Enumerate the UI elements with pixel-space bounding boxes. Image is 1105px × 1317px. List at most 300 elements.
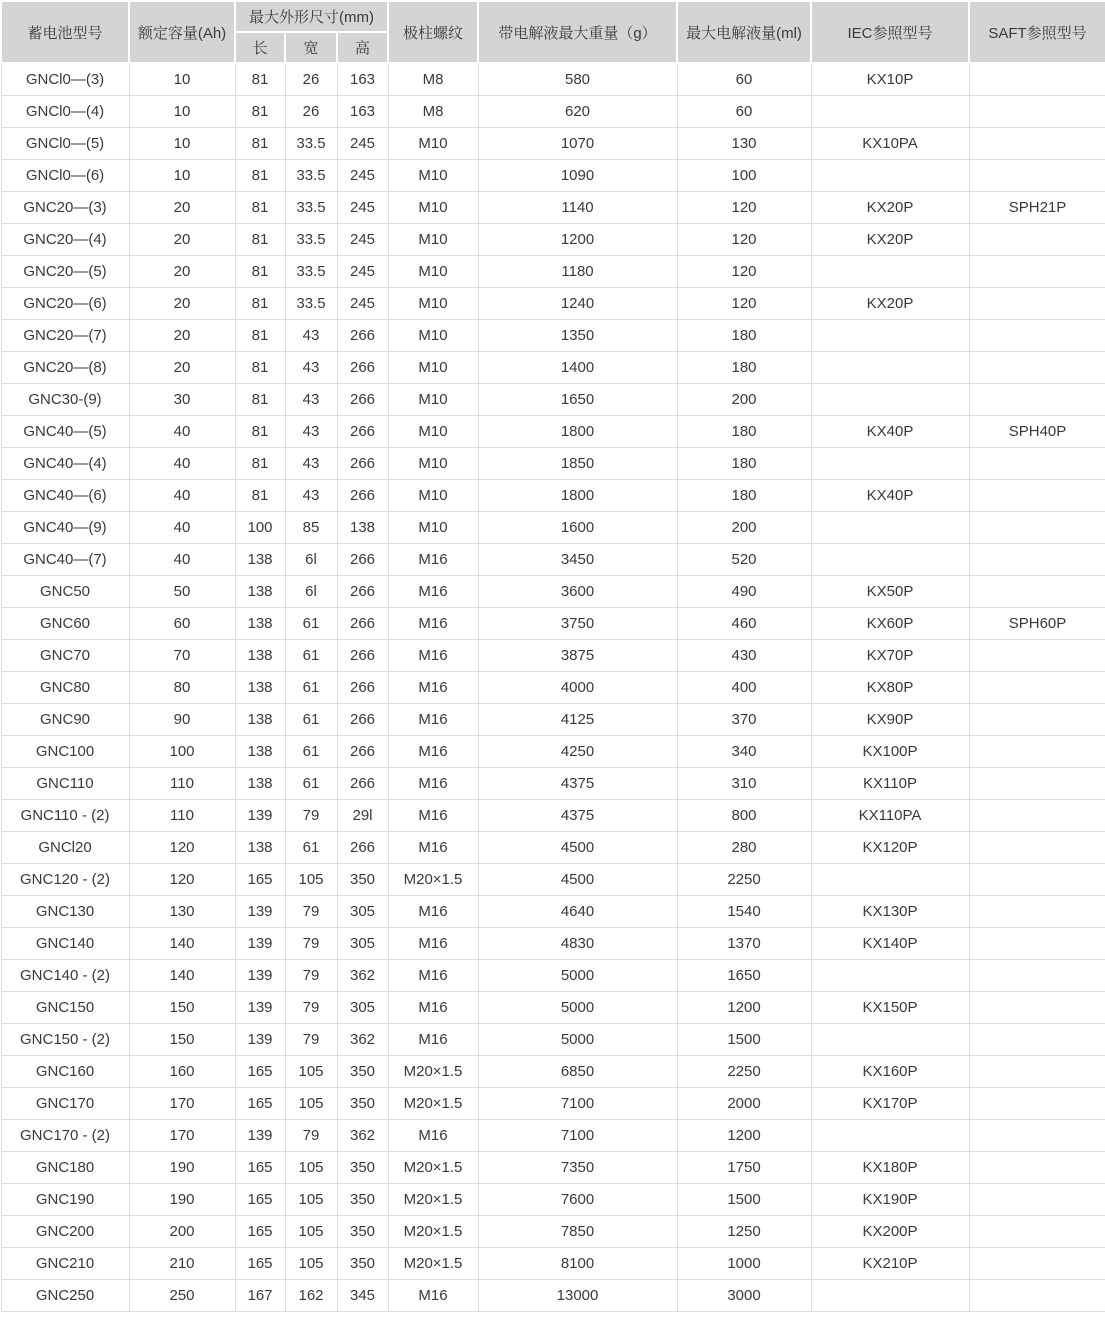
cell-thread: M10 xyxy=(388,448,478,480)
cell-length: 81 xyxy=(235,224,285,256)
cell-iec: KX210P xyxy=(811,1248,969,1280)
cell-length: 138 xyxy=(235,768,285,800)
cell-iec xyxy=(811,1280,969,1312)
cell-width: 33.5 xyxy=(285,224,337,256)
cell-height: 350 xyxy=(337,1056,388,1088)
cell-saft xyxy=(969,640,1105,672)
cell-model: GNC140 xyxy=(1,928,129,960)
cell-capacity: 50 xyxy=(129,576,235,608)
table-row xyxy=(1,736,1105,768)
cell-length: 165 xyxy=(235,1248,285,1280)
cell-model: GNC160 xyxy=(1,1056,129,1088)
cell-model: GNC150 xyxy=(1,992,129,1024)
cell-width: 85 xyxy=(285,512,337,544)
cell-iec xyxy=(811,448,969,480)
cell-model: GNCl0—(3) xyxy=(1,63,129,96)
cell-thread: M8 xyxy=(388,63,478,96)
cell-model: GNC80 xyxy=(1,672,129,704)
cell-thread: M20×1.5 xyxy=(388,1184,478,1216)
cell-height: 266 xyxy=(337,704,388,736)
cell-height: 266 xyxy=(337,832,388,864)
cell-capacity: 150 xyxy=(129,992,235,1024)
cell-weight: 5000 xyxy=(478,960,677,992)
cell-thread: M16 xyxy=(388,736,478,768)
cell-thread: M10 xyxy=(388,192,478,224)
cell-capacity: 10 xyxy=(129,96,235,128)
cell-thread: M16 xyxy=(388,672,478,704)
cell-iec: KX50P xyxy=(811,576,969,608)
cell-saft xyxy=(969,128,1105,160)
cell-height: 266 xyxy=(337,608,388,640)
cell-capacity: 40 xyxy=(129,480,235,512)
table-row xyxy=(1,608,1105,640)
cell-length: 165 xyxy=(235,1184,285,1216)
table-row xyxy=(1,224,1105,256)
cell-weight: 7100 xyxy=(478,1120,677,1152)
cell-thread: M16 xyxy=(388,832,478,864)
table-row xyxy=(1,1216,1105,1248)
cell-iec xyxy=(811,1024,969,1056)
cell-capacity: 20 xyxy=(129,352,235,384)
cell-iec: KX70P xyxy=(811,640,969,672)
cell-electrolyte: 310 xyxy=(677,768,811,800)
table-row xyxy=(1,1280,1105,1312)
cell-weight: 1400 xyxy=(478,352,677,384)
cell-thread: M10 xyxy=(388,256,478,288)
cell-capacity: 40 xyxy=(129,544,235,576)
cell-length: 81 xyxy=(235,192,285,224)
cell-iec: KX10PA xyxy=(811,128,969,160)
cell-width: 61 xyxy=(285,736,337,768)
cell-saft xyxy=(969,1056,1105,1088)
cell-length: 138 xyxy=(235,736,285,768)
cell-width: 43 xyxy=(285,320,337,352)
cell-weight: 1240 xyxy=(478,288,677,320)
cell-iec: KX40P xyxy=(811,480,969,512)
cell-length: 139 xyxy=(235,800,285,832)
cell-height: 245 xyxy=(337,128,388,160)
table-row xyxy=(1,480,1105,512)
cell-model: GNC20—(8) xyxy=(1,352,129,384)
cell-electrolyte: 130 xyxy=(677,128,811,160)
cell-capacity: 70 xyxy=(129,640,235,672)
cell-model: GNC20—(4) xyxy=(1,224,129,256)
cell-electrolyte: 3000 xyxy=(677,1280,811,1312)
table-row xyxy=(1,352,1105,384)
cell-saft xyxy=(969,224,1105,256)
cell-height: 350 xyxy=(337,1152,388,1184)
cell-thread: M10 xyxy=(388,128,478,160)
cell-weight: 620 xyxy=(478,96,677,128)
table-row xyxy=(1,256,1105,288)
cell-length: 138 xyxy=(235,640,285,672)
cell-capacity: 140 xyxy=(129,960,235,992)
cell-model: GNCl0—(6) xyxy=(1,160,129,192)
cell-width: 105 xyxy=(285,1216,337,1248)
cell-weight: 1090 xyxy=(478,160,677,192)
cell-weight: 4000 xyxy=(478,672,677,704)
cell-electrolyte: 340 xyxy=(677,736,811,768)
cell-length: 81 xyxy=(235,384,285,416)
cell-iec xyxy=(811,512,969,544)
table-row xyxy=(1,1184,1105,1216)
cell-width: 61 xyxy=(285,640,337,672)
cell-length: 139 xyxy=(235,928,285,960)
table-row xyxy=(1,832,1105,864)
cell-thread: M16 xyxy=(388,928,478,960)
cell-thread: M10 xyxy=(388,384,478,416)
cell-thread: M20×1.5 xyxy=(388,1248,478,1280)
cell-height: 163 xyxy=(337,63,388,96)
cell-weight: 580 xyxy=(478,63,677,96)
cell-saft xyxy=(969,1120,1105,1152)
cell-saft xyxy=(969,992,1105,1024)
cell-electrolyte: 1540 xyxy=(677,896,811,928)
col-header-weight: 带电解液最大重量（g） xyxy=(478,1,677,63)
cell-saft xyxy=(969,288,1105,320)
cell-iec xyxy=(811,960,969,992)
col-header-saft: SAFT参照型号 xyxy=(969,1,1105,63)
cell-capacity: 190 xyxy=(129,1184,235,1216)
cell-electrolyte: 1500 xyxy=(677,1024,811,1056)
col-header-model: 蓄电池型号 xyxy=(1,1,129,63)
cell-capacity: 10 xyxy=(129,63,235,96)
cell-height: 362 xyxy=(337,960,388,992)
table-row xyxy=(1,384,1105,416)
cell-saft xyxy=(969,768,1105,800)
cell-electrolyte: 520 xyxy=(677,544,811,576)
table-row xyxy=(1,704,1105,736)
cell-electrolyte: 60 xyxy=(677,63,811,96)
cell-electrolyte: 1250 xyxy=(677,1216,811,1248)
cell-height: 350 xyxy=(337,864,388,896)
cell-width: 105 xyxy=(285,1248,337,1280)
cell-model: GNC250 xyxy=(1,1280,129,1312)
cell-width: 26 xyxy=(285,96,337,128)
cell-electrolyte: 430 xyxy=(677,640,811,672)
cell-length: 81 xyxy=(235,352,285,384)
cell-model: GNC20—(6) xyxy=(1,288,129,320)
cell-thread: M16 xyxy=(388,768,478,800)
cell-weight: 5000 xyxy=(478,1024,677,1056)
cell-iec: KX20P xyxy=(811,192,969,224)
cell-weight: 1850 xyxy=(478,448,677,480)
cell-electrolyte: 1200 xyxy=(677,992,811,1024)
battery-table-body xyxy=(1,63,1105,1312)
cell-height: 245 xyxy=(337,224,388,256)
cell-capacity: 80 xyxy=(129,672,235,704)
cell-iec: KX100P xyxy=(811,736,969,768)
header-row-1 xyxy=(1,1,1105,32)
cell-capacity: 150 xyxy=(129,1024,235,1056)
cell-length: 165 xyxy=(235,864,285,896)
cell-thread: M20×1.5 xyxy=(388,1056,478,1088)
cell-model: GNC20—(3) xyxy=(1,192,129,224)
cell-electrolyte: 800 xyxy=(677,800,811,832)
cell-height: 362 xyxy=(337,1024,388,1056)
cell-saft xyxy=(969,384,1105,416)
cell-thread: M10 xyxy=(388,416,478,448)
cell-capacity: 40 xyxy=(129,416,235,448)
table-row xyxy=(1,672,1105,704)
cell-weight: 4640 xyxy=(478,896,677,928)
cell-saft xyxy=(969,832,1105,864)
cell-thread: M10 xyxy=(388,320,478,352)
cell-thread: M16 xyxy=(388,608,478,640)
cell-width: 79 xyxy=(285,1120,337,1152)
cell-width: 79 xyxy=(285,800,337,832)
cell-width: 43 xyxy=(285,448,337,480)
cell-iec: KX150P xyxy=(811,992,969,1024)
cell-thread: M16 xyxy=(388,1280,478,1312)
cell-iec: KX20P xyxy=(811,224,969,256)
cell-weight: 1200 xyxy=(478,224,677,256)
cell-width: 6l xyxy=(285,544,337,576)
cell-length: 139 xyxy=(235,896,285,928)
cell-electrolyte: 180 xyxy=(677,480,811,512)
col-header-iec: IEC参照型号 xyxy=(811,1,969,63)
cell-saft xyxy=(969,512,1105,544)
cell-iec: KX10P xyxy=(811,63,969,96)
cell-model: GNCl20 xyxy=(1,832,129,864)
cell-capacity: 200 xyxy=(129,1216,235,1248)
cell-length: 139 xyxy=(235,960,285,992)
cell-width: 33.5 xyxy=(285,256,337,288)
cell-weight: 4500 xyxy=(478,832,677,864)
cell-model: GNC110 xyxy=(1,768,129,800)
cell-capacity: 20 xyxy=(129,256,235,288)
cell-length: 81 xyxy=(235,128,285,160)
table-row xyxy=(1,768,1105,800)
table-row xyxy=(1,1056,1105,1088)
cell-thread: M16 xyxy=(388,640,478,672)
table-row xyxy=(1,288,1105,320)
cell-thread: M10 xyxy=(388,512,478,544)
cell-capacity: 40 xyxy=(129,448,235,480)
cell-saft xyxy=(969,320,1105,352)
cell-iec xyxy=(811,1120,969,1152)
table-row xyxy=(1,640,1105,672)
cell-length: 138 xyxy=(235,576,285,608)
cell-iec: KX120P xyxy=(811,832,969,864)
cell-capacity: 20 xyxy=(129,320,235,352)
cell-model: GNCl0—(4) xyxy=(1,96,129,128)
cell-thread: M16 xyxy=(388,960,478,992)
cell-saft xyxy=(969,928,1105,960)
cell-weight: 4375 xyxy=(478,800,677,832)
cell-height: 266 xyxy=(337,640,388,672)
cell-thread: M20×1.5 xyxy=(388,1216,478,1248)
cell-model: GNC170 - (2) xyxy=(1,1120,129,1152)
cell-iec: KX40P xyxy=(811,416,969,448)
cell-capacity: 130 xyxy=(129,896,235,928)
cell-electrolyte: 400 xyxy=(677,672,811,704)
table-row xyxy=(1,960,1105,992)
table-row xyxy=(1,1088,1105,1120)
cell-height: 245 xyxy=(337,256,388,288)
cell-weight: 1800 xyxy=(478,416,677,448)
cell-capacity: 30 xyxy=(129,384,235,416)
cell-electrolyte: 1000 xyxy=(677,1248,811,1280)
cell-saft xyxy=(969,896,1105,928)
cell-saft: SPH40P xyxy=(969,416,1105,448)
table-row xyxy=(1,63,1105,96)
cell-length: 165 xyxy=(235,1216,285,1248)
cell-electrolyte: 180 xyxy=(677,320,811,352)
cell-model: GNC70 xyxy=(1,640,129,672)
cell-width: 33.5 xyxy=(285,288,337,320)
cell-length: 167 xyxy=(235,1280,285,1312)
cell-length: 81 xyxy=(235,96,285,128)
cell-width: 6l xyxy=(285,576,337,608)
cell-iec xyxy=(811,256,969,288)
cell-length: 165 xyxy=(235,1056,285,1088)
cell-thread: M16 xyxy=(388,800,478,832)
cell-weight: 5000 xyxy=(478,992,677,1024)
cell-model: GNC30-(9) xyxy=(1,384,129,416)
cell-thread: M16 xyxy=(388,896,478,928)
cell-width: 43 xyxy=(285,384,337,416)
cell-weight: 3450 xyxy=(478,544,677,576)
cell-weight: 1070 xyxy=(478,128,677,160)
table-header xyxy=(1,1,1105,63)
cell-electrolyte: 120 xyxy=(677,192,811,224)
cell-iec xyxy=(811,384,969,416)
cell-thread: M10 xyxy=(388,480,478,512)
cell-model: GNC190 xyxy=(1,1184,129,1216)
cell-thread: M16 xyxy=(388,576,478,608)
cell-electrolyte: 200 xyxy=(677,512,811,544)
table-row xyxy=(1,512,1105,544)
cell-weight: 4500 xyxy=(478,864,677,896)
cell-thread: M10 xyxy=(388,160,478,192)
cell-model: GNC180 xyxy=(1,1152,129,1184)
cell-model: GNC130 xyxy=(1,896,129,928)
cell-model: GNC110 - (2) xyxy=(1,800,129,832)
cell-model: GNC20—(7) xyxy=(1,320,129,352)
table-row xyxy=(1,1120,1105,1152)
cell-height: 350 xyxy=(337,1088,388,1120)
cell-height: 29l xyxy=(337,800,388,832)
col-header-thread: 极柱螺纹 xyxy=(388,1,478,63)
cell-width: 105 xyxy=(285,1152,337,1184)
cell-saft xyxy=(969,736,1105,768)
cell-width: 105 xyxy=(285,1088,337,1120)
cell-weight: 4250 xyxy=(478,736,677,768)
cell-electrolyte: 120 xyxy=(677,224,811,256)
table-row xyxy=(1,864,1105,896)
cell-model: GNC20—(5) xyxy=(1,256,129,288)
cell-height: 266 xyxy=(337,320,388,352)
cell-model: GNC40—(5) xyxy=(1,416,129,448)
cell-length: 81 xyxy=(235,480,285,512)
cell-length: 81 xyxy=(235,416,285,448)
cell-iec: KX80P xyxy=(811,672,969,704)
cell-saft: SPH21P xyxy=(969,192,1105,224)
cell-length: 139 xyxy=(235,1024,285,1056)
cell-width: 79 xyxy=(285,960,337,992)
cell-weight: 7600 xyxy=(478,1184,677,1216)
cell-saft xyxy=(969,256,1105,288)
cell-height: 245 xyxy=(337,160,388,192)
cell-width: 26 xyxy=(285,63,337,96)
cell-electrolyte: 490 xyxy=(677,576,811,608)
cell-capacity: 210 xyxy=(129,1248,235,1280)
cell-height: 345 xyxy=(337,1280,388,1312)
cell-height: 266 xyxy=(337,384,388,416)
table-row xyxy=(1,96,1105,128)
cell-electrolyte: 120 xyxy=(677,256,811,288)
cell-capacity: 90 xyxy=(129,704,235,736)
cell-electrolyte: 180 xyxy=(677,416,811,448)
cell-width: 33.5 xyxy=(285,192,337,224)
cell-saft xyxy=(969,480,1105,512)
table-row xyxy=(1,544,1105,576)
cell-height: 362 xyxy=(337,1120,388,1152)
cell-weight: 7100 xyxy=(478,1088,677,1120)
cell-length: 138 xyxy=(235,608,285,640)
cell-electrolyte: 200 xyxy=(677,384,811,416)
cell-weight: 1650 xyxy=(478,384,677,416)
cell-capacity: 250 xyxy=(129,1280,235,1312)
cell-height: 305 xyxy=(337,896,388,928)
cell-height: 266 xyxy=(337,768,388,800)
cell-model: GNC100 xyxy=(1,736,129,768)
cell-saft xyxy=(969,1184,1105,1216)
cell-length: 139 xyxy=(235,992,285,1024)
cell-model: GNCl0—(5) xyxy=(1,128,129,160)
cell-capacity: 20 xyxy=(129,224,235,256)
cell-length: 165 xyxy=(235,1088,285,1120)
cell-saft xyxy=(969,1088,1105,1120)
cell-height: 266 xyxy=(337,672,388,704)
cell-weight: 3600 xyxy=(478,576,677,608)
cell-height: 266 xyxy=(337,448,388,480)
cell-height: 266 xyxy=(337,736,388,768)
cell-height: 245 xyxy=(337,192,388,224)
cell-width: 33.5 xyxy=(285,128,337,160)
cell-model: GNC150 - (2) xyxy=(1,1024,129,1056)
cell-saft xyxy=(969,864,1105,896)
cell-length: 81 xyxy=(235,63,285,96)
cell-width: 105 xyxy=(285,864,337,896)
cell-electrolyte: 1650 xyxy=(677,960,811,992)
table-row xyxy=(1,800,1105,832)
cell-saft xyxy=(969,1280,1105,1312)
cell-thread: M10 xyxy=(388,288,478,320)
cell-model: GNC40—(6) xyxy=(1,480,129,512)
cell-iec xyxy=(811,544,969,576)
cell-saft xyxy=(969,576,1105,608)
cell-iec: KX180P xyxy=(811,1152,969,1184)
cell-model: GNC210 xyxy=(1,1248,129,1280)
cell-length: 138 xyxy=(235,832,285,864)
cell-thread: M16 xyxy=(388,544,478,576)
cell-iec: KX130P xyxy=(811,896,969,928)
cell-capacity: 140 xyxy=(129,928,235,960)
cell-capacity: 120 xyxy=(129,832,235,864)
cell-saft xyxy=(969,960,1105,992)
cell-saft xyxy=(969,96,1105,128)
cell-electrolyte: 370 xyxy=(677,704,811,736)
cell-model: GNC50 xyxy=(1,576,129,608)
cell-capacity: 160 xyxy=(129,1056,235,1088)
cell-iec: KX140P xyxy=(811,928,969,960)
cell-iec: KX170P xyxy=(811,1088,969,1120)
cell-iec xyxy=(811,96,969,128)
table-row xyxy=(1,1152,1105,1184)
cell-saft xyxy=(969,800,1105,832)
